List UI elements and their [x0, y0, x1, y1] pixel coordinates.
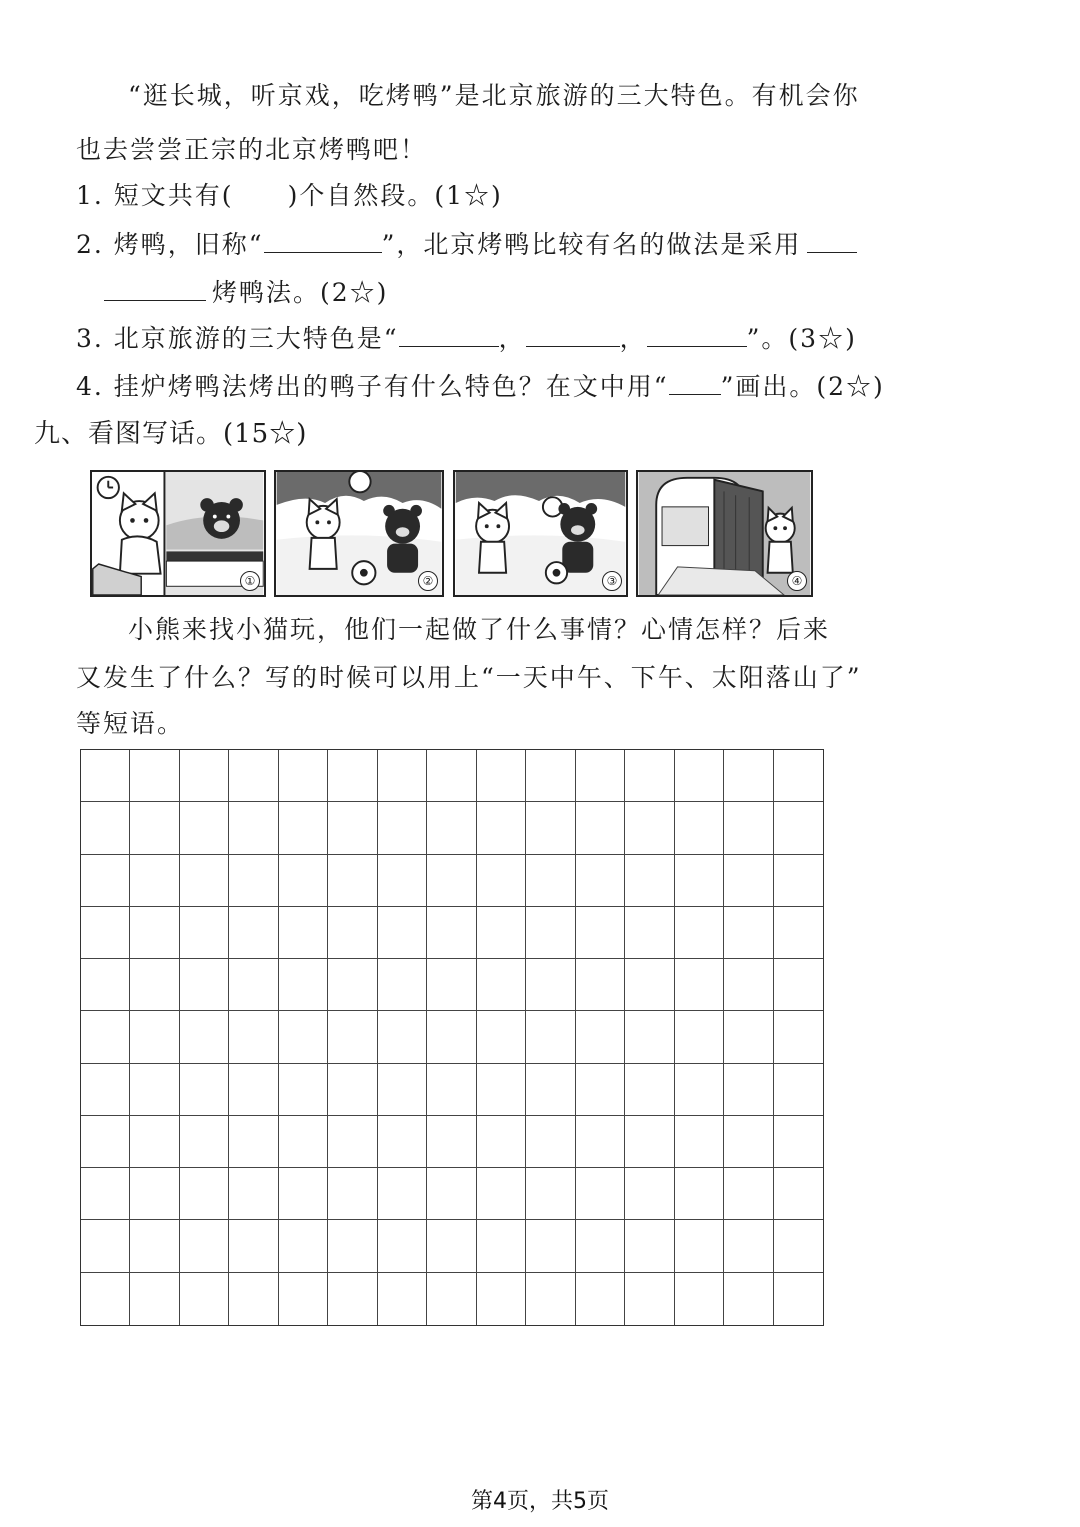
- q2-prefix: 2. 烤鸭，旧称“: [76, 230, 264, 259]
- grid-cell[interactable]: [427, 1220, 476, 1272]
- grid-cell[interactable]: [526, 1220, 575, 1272]
- grid-cell[interactable]: [378, 1168, 427, 1220]
- question-2: [76, 228, 857, 261]
- panel-number-3: ③: [602, 571, 622, 591]
- grid-cell[interactable]: [477, 907, 526, 959]
- grid-cell[interactable]: [675, 959, 724, 1011]
- grid-cell[interactable]: [625, 907, 674, 959]
- grid-cell[interactable]: [427, 1116, 476, 1168]
- panel-2-illustration: [276, 472, 442, 595]
- grid-cell[interactable]: [625, 750, 674, 802]
- grid-cell[interactable]: [180, 802, 229, 854]
- question-1: [76, 180, 503, 212]
- q1-prefix: 1. 短文共有(: [76, 181, 234, 210]
- grid-cell[interactable]: [427, 802, 476, 854]
- grid-cell[interactable]: [724, 855, 773, 907]
- grid-cell[interactable]: [477, 1220, 526, 1272]
- grid-cell[interactable]: [328, 1116, 377, 1168]
- grid-cell[interactable]: [328, 855, 377, 907]
- grid-cell[interactable]: [675, 1116, 724, 1168]
- question-4: [76, 370, 885, 403]
- q3-blank-2[interactable]: [526, 322, 620, 347]
- grid-cell[interactable]: [576, 1064, 625, 1116]
- grid-cell[interactable]: [229, 855, 278, 907]
- grid-cell[interactable]: [427, 1273, 476, 1325]
- grid-cell[interactable]: [180, 959, 229, 1011]
- prompt-line-1: 小熊来找小猫玩，他们一起做了什么事情？心情怎样？后来: [128, 615, 831, 644]
- grid-cell[interactable]: [774, 1220, 823, 1272]
- grid-cell[interactable]: [279, 750, 328, 802]
- grid-cell[interactable]: [229, 750, 278, 802]
- grid-cell[interactable]: [81, 959, 130, 1011]
- grid-cell[interactable]: [130, 1220, 179, 1272]
- grid-cell[interactable]: [81, 1220, 130, 1272]
- grid-cell[interactable]: [477, 1011, 526, 1063]
- passage-line-2: 也去尝尝正宗的北京烤鸭吧！: [76, 135, 428, 164]
- grid-cell[interactable]: [625, 802, 674, 854]
- grid-cell[interactable]: [576, 802, 625, 854]
- grid-cell[interactable]: [328, 802, 377, 854]
- grid-cell[interactable]: [81, 1168, 130, 1220]
- page-footer: 第4页，共5页: [471, 1489, 609, 1514]
- grid-cell[interactable]: [724, 1168, 773, 1220]
- grid-cell[interactable]: [130, 802, 179, 854]
- grid-cell[interactable]: [328, 1168, 377, 1220]
- grid-cell[interactable]: [774, 802, 823, 854]
- grid-cell[interactable]: [774, 907, 823, 959]
- grid-cell[interactable]: [774, 1116, 823, 1168]
- grid-cell[interactable]: [81, 802, 130, 854]
- q4-prefix: 4. 挂炉烤鸭法烤出的鸭子有什么特色？在文中用“: [76, 372, 669, 401]
- grid-cell[interactable]: [328, 1220, 377, 1272]
- grid-cell[interactable]: [774, 959, 823, 1011]
- grid-cell[interactable]: [180, 1273, 229, 1325]
- grid-cell[interactable]: [625, 855, 674, 907]
- grid-cell[interactable]: [279, 1011, 328, 1063]
- grid-cell[interactable]: [477, 750, 526, 802]
- grid-cell[interactable]: [328, 959, 377, 1011]
- grid-cell[interactable]: [180, 907, 229, 959]
- comic-panel-2: [274, 470, 444, 597]
- q2-blank-2a[interactable]: [807, 228, 857, 253]
- grid-cell[interactable]: [279, 1220, 328, 1272]
- grid-cell[interactable]: [477, 855, 526, 907]
- q4-blank[interactable]: [669, 370, 721, 395]
- grid-cell[interactable]: [576, 1220, 625, 1272]
- grid-cell[interactable]: [180, 1064, 229, 1116]
- grid-cell[interactable]: [675, 1064, 724, 1116]
- grid-cell[interactable]: [774, 1273, 823, 1325]
- grid-cell[interactable]: [526, 1011, 575, 1063]
- grid-cell[interactable]: [378, 750, 427, 802]
- grid-cell[interactable]: [477, 1168, 526, 1220]
- grid-cell[interactable]: [328, 1273, 377, 1325]
- grid-cell[interactable]: [724, 1064, 773, 1116]
- panel-number-2: ②: [418, 571, 438, 591]
- grid-cell[interactable]: [378, 855, 427, 907]
- grid-cell[interactable]: [724, 1011, 773, 1063]
- grid-cell[interactable]: [675, 802, 724, 854]
- comic-panel-1: [90, 470, 266, 597]
- grid-cell[interactable]: [279, 959, 328, 1011]
- grid-cell[interactable]: [576, 855, 625, 907]
- grid-cell[interactable]: [81, 1064, 130, 1116]
- grid-cell[interactable]: [526, 1273, 575, 1325]
- panel-3-illustration: [455, 472, 626, 595]
- grid-cell[interactable]: [675, 1220, 724, 1272]
- grid-cell[interactable]: [576, 907, 625, 959]
- grid-cell[interactable]: [130, 750, 179, 802]
- grid-cell[interactable]: [427, 959, 476, 1011]
- grid-cell[interactable]: [328, 907, 377, 959]
- grid-cell[interactable]: [130, 1011, 179, 1063]
- grid-cell[interactable]: [774, 1064, 823, 1116]
- grid-cell[interactable]: [774, 855, 823, 907]
- grid-cell[interactable]: [378, 1273, 427, 1325]
- q3-suffix: ”。(3☆): [746, 324, 857, 353]
- sun-icon: [349, 472, 370, 492]
- grid-cell[interactable]: [279, 855, 328, 907]
- grid-cell[interactable]: [576, 1273, 625, 1325]
- grid-cell[interactable]: [526, 1116, 575, 1168]
- grid-cell[interactable]: [130, 1064, 179, 1116]
- q2-suffix: 烤鸭法。(2☆): [212, 278, 389, 307]
- q3-sep-1: ，: [498, 324, 526, 353]
- grid-cell[interactable]: [427, 1168, 476, 1220]
- q2-mid: ”，北京烤鸭比较有名的做法是采用: [381, 230, 802, 259]
- grid-cell[interactable]: [180, 1116, 229, 1168]
- grid-cell[interactable]: [724, 907, 773, 959]
- grid-cell[interactable]: [378, 1064, 427, 1116]
- grid-cell[interactable]: [328, 750, 377, 802]
- grid-cell[interactable]: [576, 1011, 625, 1063]
- grid-cell[interactable]: [81, 855, 130, 907]
- panel-4-illustration: [638, 472, 811, 595]
- grid-cell[interactable]: [229, 1064, 278, 1116]
- section-9-title: 九、看图写话。(15☆): [34, 419, 308, 449]
- q2-blank-1[interactable]: [264, 228, 382, 253]
- grid-cell[interactable]: [427, 1011, 476, 1063]
- grid-cell[interactable]: [477, 1116, 526, 1168]
- grid-cell[interactable]: [625, 1220, 674, 1272]
- grid-cell[interactable]: [526, 802, 575, 854]
- grid-cell[interactable]: [724, 750, 773, 802]
- grid-cell[interactable]: [625, 1064, 674, 1116]
- grid-cell[interactable]: [477, 1064, 526, 1116]
- grid-cell[interactable]: [576, 959, 625, 1011]
- grid-cell[interactable]: [378, 959, 427, 1011]
- grid-cell[interactable]: [130, 1168, 179, 1220]
- grid-cell[interactable]: [229, 959, 278, 1011]
- grid-cell[interactable]: [724, 1220, 773, 1272]
- grid-cell[interactable]: [378, 1011, 427, 1063]
- grid-cell[interactable]: [279, 802, 328, 854]
- grid-cell[interactable]: [130, 1273, 179, 1325]
- q3-prefix: 3. 北京旅游的三大特色是“: [76, 324, 399, 353]
- grid-cell[interactable]: [180, 1011, 229, 1063]
- panel-number-4: ④: [787, 571, 807, 591]
- grid-cell[interactable]: [279, 1116, 328, 1168]
- grid-cell[interactable]: [477, 959, 526, 1011]
- q2-blank-2b[interactable]: [104, 276, 206, 301]
- panel-number-1: ①: [240, 571, 260, 591]
- grid-cell[interactable]: [427, 907, 476, 959]
- grid-cell[interactable]: [427, 750, 476, 802]
- grid-cell[interactable]: [279, 1064, 328, 1116]
- prompt-line-3: 等短语。: [76, 709, 185, 738]
- grid-cell[interactable]: [675, 1273, 724, 1325]
- grid-cell[interactable]: [675, 907, 724, 959]
- grid-cell[interactable]: [477, 802, 526, 854]
- q1-suffix: )个自然段。(1☆): [287, 181, 503, 210]
- grid-cell[interactable]: [526, 1168, 575, 1220]
- grid-cell[interactable]: [675, 1011, 724, 1063]
- grid-cell[interactable]: [724, 959, 773, 1011]
- grid-cell[interactable]: [180, 1220, 229, 1272]
- q4-suffix: ”画出。(2☆): [720, 372, 885, 401]
- panel-1-illustration: [92, 472, 264, 595]
- grid-cell[interactable]: [625, 959, 674, 1011]
- grid-cell[interactable]: [81, 1273, 130, 1325]
- grid-cell[interactable]: [625, 1168, 674, 1220]
- grid-cell[interactable]: [328, 1064, 377, 1116]
- grid-cell[interactable]: [229, 802, 278, 854]
- grid-cell[interactable]: [229, 1273, 278, 1325]
- grid-cell[interactable]: [477, 1273, 526, 1325]
- grid-cell[interactable]: [229, 907, 278, 959]
- q3-blank-3[interactable]: [647, 322, 747, 347]
- question-2-cont: [104, 276, 388, 309]
- grid-cell[interactable]: [625, 1116, 674, 1168]
- grid-cell[interactable]: [229, 1116, 278, 1168]
- grid-cell[interactable]: [229, 1168, 278, 1220]
- grid-cell[interactable]: [526, 907, 575, 959]
- grid-cell[interactable]: [378, 1116, 427, 1168]
- grid-cell[interactable]: [328, 1011, 377, 1063]
- prompt-line-2: 又发生了什么？写的时候可以用上“一天中午、下午、太阳落山了”: [76, 663, 862, 692]
- grid-cell[interactable]: [625, 1273, 674, 1325]
- grid-cell[interactable]: [675, 750, 724, 802]
- grid-cell[interactable]: [526, 959, 575, 1011]
- q3-sep-2: ，: [619, 324, 647, 353]
- grid-cell[interactable]: [81, 1116, 130, 1168]
- grid-cell[interactable]: [130, 1116, 179, 1168]
- grid-cell[interactable]: [130, 855, 179, 907]
- grid-cell[interactable]: [526, 855, 575, 907]
- grid-cell[interactable]: [625, 1011, 674, 1063]
- grid-cell[interactable]: [576, 1116, 625, 1168]
- question-3: [76, 322, 857, 355]
- grid-cell[interactable]: [378, 1220, 427, 1272]
- grid-cell[interactable]: [526, 750, 575, 802]
- grid-cell[interactable]: [130, 907, 179, 959]
- grid-cell[interactable]: [279, 907, 328, 959]
- grid-cell[interactable]: [378, 907, 427, 959]
- grid-cell[interactable]: [130, 959, 179, 1011]
- comic-panel-4: [636, 470, 813, 597]
- grid-cell[interactable]: [576, 750, 625, 802]
- grid-cell[interactable]: [81, 750, 130, 802]
- grid-cell[interactable]: [81, 907, 130, 959]
- grid-cell[interactable]: [724, 1116, 773, 1168]
- grid-cell[interactable]: [427, 1064, 476, 1116]
- grid-cell[interactable]: [81, 1011, 130, 1063]
- grid-cell[interactable]: [675, 1168, 724, 1220]
- grid-cell[interactable]: [724, 1273, 773, 1325]
- grid-cell[interactable]: [774, 1168, 823, 1220]
- grid-cell[interactable]: [774, 750, 823, 802]
- grid-cell[interactable]: [180, 1168, 229, 1220]
- passage-line-1: “逛长城，听京戏，吃烤鸭”是北京旅游的三大特色。有机会你: [128, 81, 860, 110]
- grid-cell[interactable]: [774, 1011, 823, 1063]
- grid-cell[interactable]: [724, 802, 773, 854]
- grid-cell[interactable]: [180, 855, 229, 907]
- q3-blank-1[interactable]: [399, 322, 499, 347]
- grid-cell[interactable]: [180, 750, 229, 802]
- grid-cell[interactable]: [279, 1273, 328, 1325]
- grid-cell[interactable]: [378, 802, 427, 854]
- comic-panel-3: [453, 470, 628, 597]
- grid-cell[interactable]: [229, 1011, 278, 1063]
- grid-cell[interactable]: [279, 1168, 328, 1220]
- grid-cell[interactable]: [427, 855, 476, 907]
- grid-cell[interactable]: [229, 1220, 278, 1272]
- grid-cell[interactable]: [576, 1168, 625, 1220]
- writing-grid[interactable]: [80, 749, 824, 1326]
- grid-cell[interactable]: [526, 1064, 575, 1116]
- grid-cell[interactable]: [675, 855, 724, 907]
